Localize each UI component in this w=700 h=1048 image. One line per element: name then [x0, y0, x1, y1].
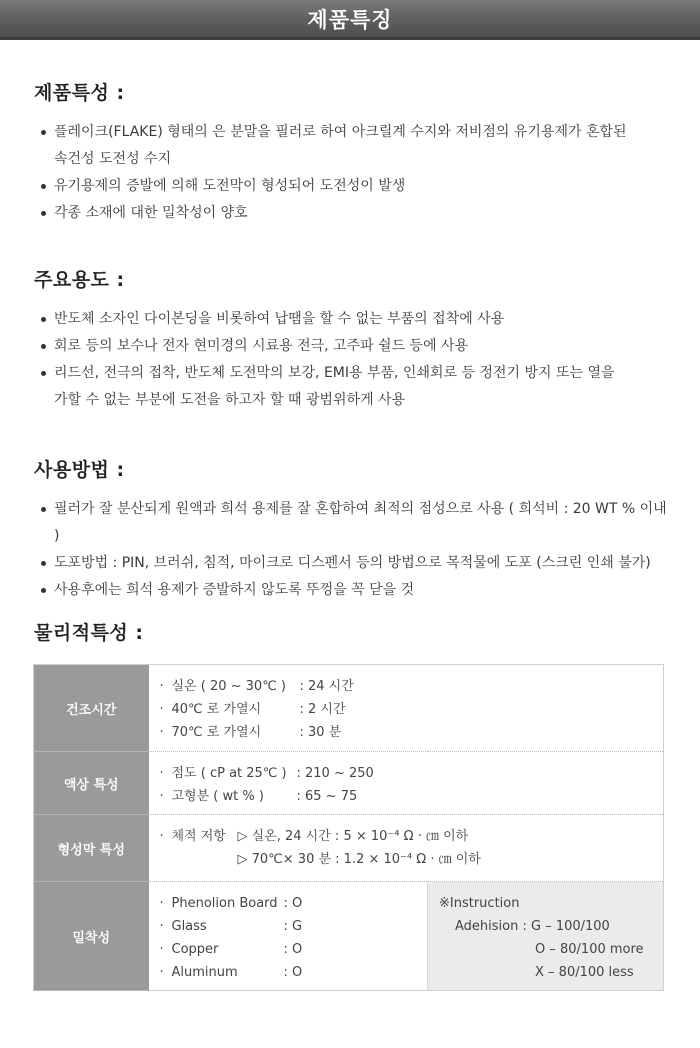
list-item: [34, 306, 674, 333]
value-key: 고형분 ( wt % ): [171, 789, 264, 804]
physical-section: [34, 618, 674, 659]
list-item: [34, 333, 674, 360]
list-item-text: 필러가 잘 분산되게 원액과 희석 용제를 잘 혼합하여 최적의 점성으로 사용 ( 희석비 : 20 WT % 이내 ): [54, 501, 667, 544]
value-line: · Glass : G: [160, 915, 428, 938]
physical-heading: 물리적특성 :: [34, 622, 144, 644]
value-line: · 체적 저항 ▷ 실온, 24 시간 : 5 × 10⁻⁴ Ω · ㎝ 이하: [160, 825, 664, 848]
usage-heading: 주요용도 :: [34, 269, 125, 291]
value-val: : O: [283, 965, 303, 980]
value-line: · Copper : O: [160, 938, 428, 961]
list-item: [34, 550, 674, 577]
value-val: : 2 시간: [299, 702, 346, 717]
features-section: [34, 78, 674, 227]
value-val: : G: [283, 919, 303, 934]
value-line: · 점도 ( cP at 25℃ ) : 210 ~ 250: [160, 762, 664, 785]
list-item-text: 각종 소재에 대한 밀착성이 양호: [54, 205, 248, 221]
value-val: : 24 시간: [299, 679, 354, 694]
row-value: [149, 882, 428, 991]
list-item: [34, 119, 674, 173]
method-heading: 사용방법 :: [34, 459, 125, 481]
note-line: Adehision : G – 100/100: [455, 919, 610, 934]
list-item-text: 도포방법 : PIN, 브러쉬, 침적, 마이크로 디스펜서 등의 방법으로 목적물에 도포 (스크린 인쇄 불가): [54, 555, 651, 571]
instruction-note: [428, 882, 664, 991]
value-line: · Phenolion Board : O: [160, 892, 428, 915]
list-item-text: 반도체 소자인 다이본딩을 비롯하여 납땜을 할 수 없는 부품의 접착에 사용: [54, 311, 505, 327]
note-line: O – 80/100 more: [535, 942, 644, 957]
note-line: X – 80/100 less: [535, 965, 634, 980]
banner-title: 제품특징: [307, 7, 393, 32]
value-line: · Aluminum : O: [160, 961, 428, 984]
list-item-text: 회로 등의 보수나 전자 현미경의 시료용 전극, 고주파 쉴드 등에 사용: [54, 338, 469, 354]
page-banner: [0, 0, 700, 40]
value-val: : O: [283, 896, 303, 911]
value-key: 점도 ( cP at 25℃ ): [171, 766, 287, 781]
list-item: [34, 577, 674, 604]
value-key: 70℃ 로 가열시: [171, 725, 262, 740]
value-key: Glass: [171, 919, 207, 934]
row-label: 밀착성: [34, 882, 149, 991]
table-row: [34, 752, 664, 815]
value-key: Aluminum: [171, 965, 238, 980]
list-item: [34, 173, 674, 200]
list-item-continuation: 속건성 도전성 수지: [54, 151, 172, 167]
value-key: 체적 저항: [171, 829, 226, 844]
list-item: [34, 360, 674, 414]
row-value: [149, 815, 664, 882]
value-key: Phenolion Board: [171, 896, 278, 911]
value-val: : O: [283, 942, 303, 957]
usage-list: [34, 306, 674, 414]
row-label: 건조시간: [34, 665, 149, 752]
table-row: [34, 882, 664, 991]
list-item-text: 플레이크(FLAKE) 형태의 은 분말을 필러로 하여 아크릴계 수지와 저비점의 유기용제가 혼합된: [54, 124, 627, 140]
value-line: [160, 848, 664, 871]
list-item-text: 리드선, 전극의 접착, 반도체 도전막의 보강, EMI용 부품, 인쇄회로 등 정전기 방지 또는 열을: [54, 365, 615, 381]
list-item: [34, 200, 674, 227]
value-key: 실온 ( 20 ~ 30℃ ): [171, 679, 286, 694]
value-key: Copper: [171, 942, 219, 957]
table-row: [34, 815, 664, 882]
value-line: · 70℃ 로 가열시 : 30 분: [160, 721, 664, 744]
value-line: · 실온 ( 20 ~ 30℃ ) : 24 시간: [160, 675, 664, 698]
value-val: : 210 ~ 250: [296, 766, 374, 781]
row-value: [149, 752, 664, 815]
value-val: : 30 분: [299, 725, 342, 740]
physical-properties-table: [33, 664, 664, 991]
value-val: ▷ 실온, 24 시간 : 5 × 10⁻⁴ Ω · ㎝ 이하: [237, 829, 469, 844]
row-label: 형성막 특성: [34, 815, 149, 882]
row-label: 액상 특성: [34, 752, 149, 815]
value-val: ▷ 70℃× 30 분 : 1.2 × 10⁻⁴ Ω · ㎝ 이하: [237, 852, 481, 867]
list-item: [34, 496, 674, 550]
value-key: 40℃ 로 가열시: [171, 702, 262, 717]
value-val: : 65 ~ 75: [296, 789, 358, 804]
method-section: [34, 455, 674, 604]
list-item-text: 사용후에는 희석 용제가 증발하지 않도록 뚜껑을 꼭 닫을 것: [54, 582, 415, 598]
table-row: [34, 665, 664, 752]
method-list: [34, 496, 674, 604]
value-line: · 고형분 ( wt % ) : 65 ~ 75: [160, 785, 664, 808]
list-item-text: 유기용제의 증발에 의해 도전막이 형성되어 도전성이 발생: [54, 178, 406, 194]
value-line: · 40℃ 로 가열시 : 2 시간: [160, 698, 664, 721]
features-list: [34, 119, 674, 227]
features-heading: 제품특성 :: [34, 82, 125, 104]
list-item-continuation: 가할 수 없는 부분에 도전을 하고자 할 때 광범위하게 사용: [54, 392, 406, 408]
note-title: ※Instruction: [439, 896, 520, 911]
usage-section: [34, 265, 674, 414]
row-value: [149, 665, 664, 752]
